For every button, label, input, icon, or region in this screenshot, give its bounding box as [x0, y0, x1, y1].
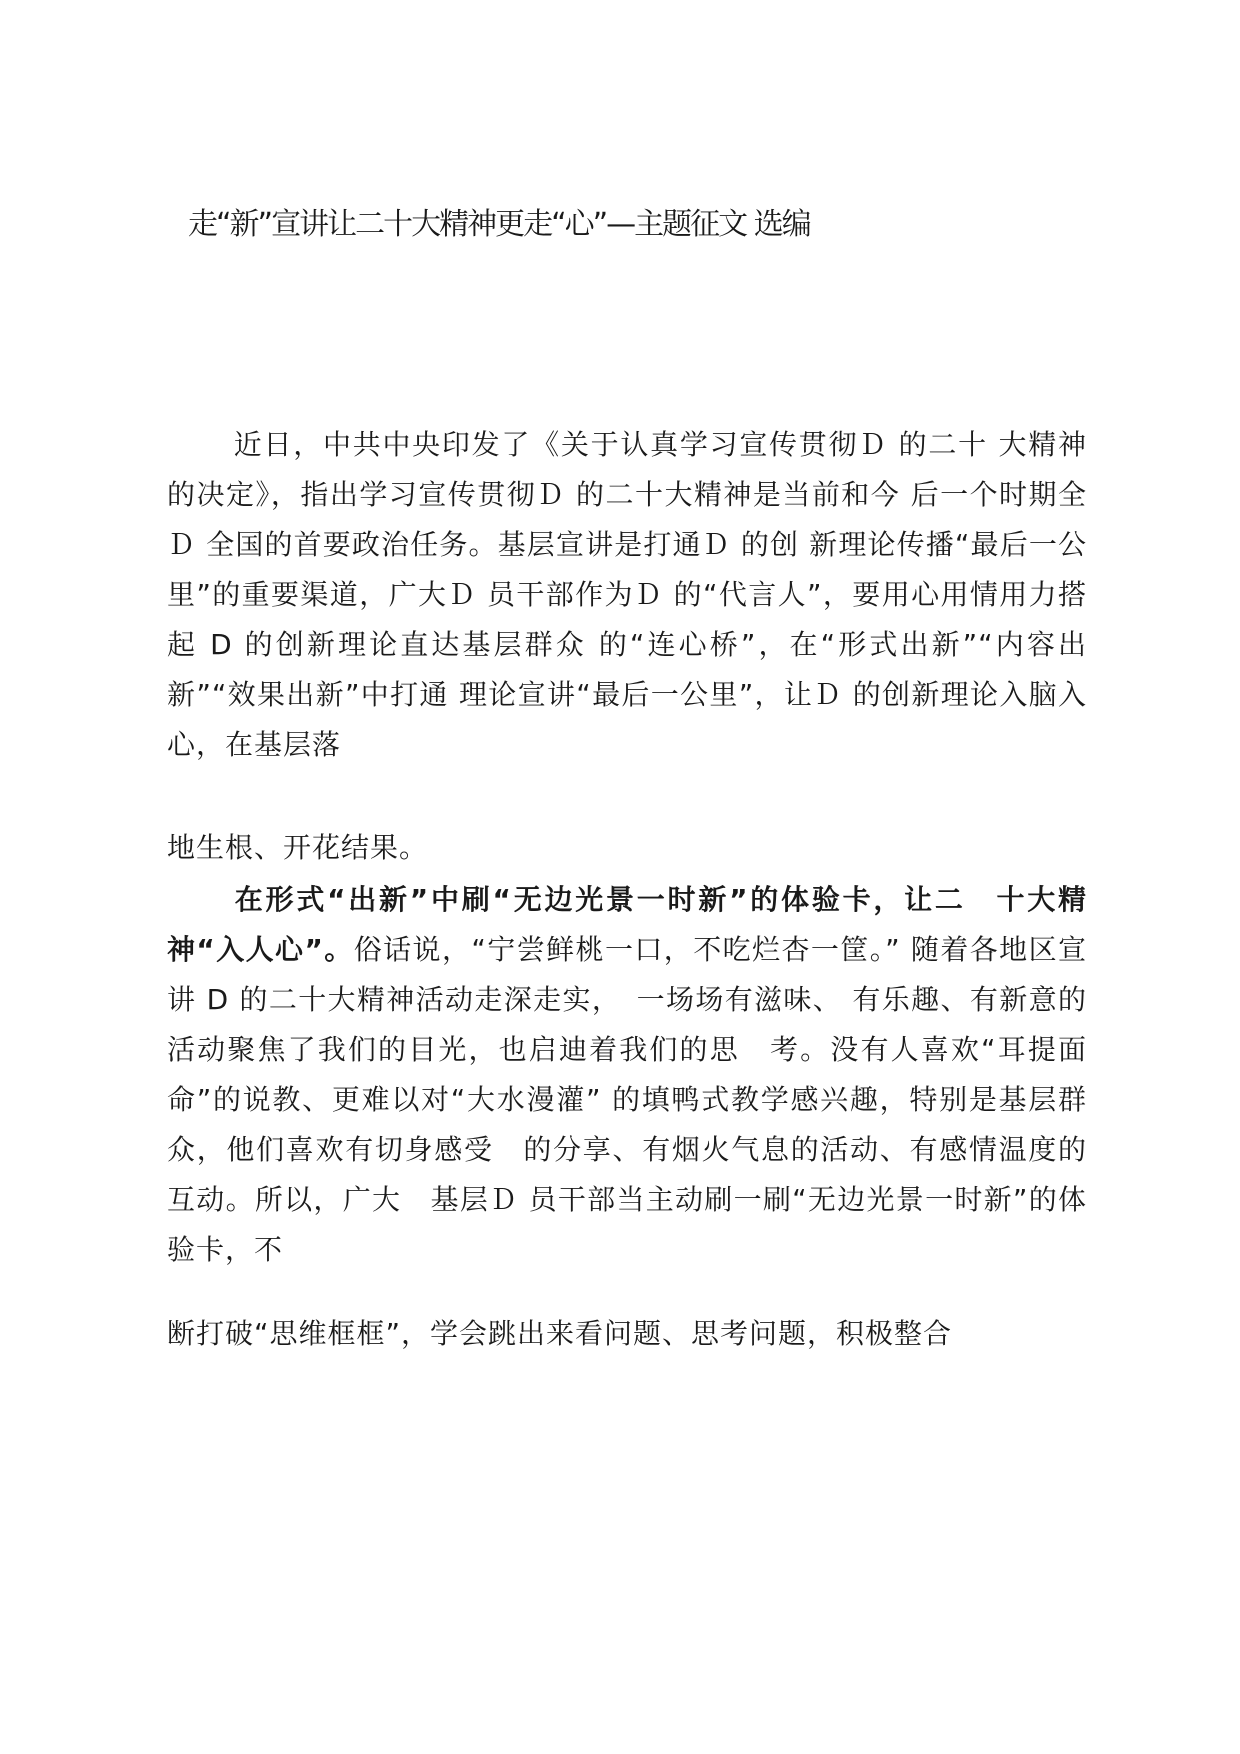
paragraph-section-one-text: 俗话说，“宁尝鲜桃一口，不吃烂杏一筐。” 随着各地区宣讲 D 的二十大精神活动走深走实， 一场场有滋味、 有乐趣、有新意的活动聚焦了我们的目光，也启迪着我们的思 考。没有人喜欢“耳提面命”的说教、更难以对“大水漫灌” 的填鸭式教学感兴趣，特别是基层群众，他们喜欢有切身感受 的分享、有烟火气息的活动、有感情温度的互动。所以，广大 基层Ｄ 员干部当主动刷一刷“无边光景一时新”的体验卡，不: [167, 933, 1087, 1266]
paragraph-section-one: [167, 875, 1087, 1275]
paragraph-section-one-continued-text: 断打破“思维框框”，学会跳出来看问题、思考问题，积极整合: [167, 1317, 953, 1350]
paragraph-intro-continued-text: 地生根、开花结果。: [167, 831, 429, 864]
document-title: 走“新”宣讲让二十大精神更走“心”—主题征文 选编: [188, 207, 810, 242]
paragraph-intro-text: 近日，中共中央印发了《关于认真学习宣传贯彻Ｄ 的二十 大精神的决定》，指出学习宣传贯彻Ｄ 的二十大精神是当前和今 后一个时期全Ｄ 全国的首要政治任务。基层宣讲是打通Ｄ 的创 新理论传播“最后一公里”的重要渠道，广大Ｄ 员干部作为Ｄ 的“代言人”，要用心用情用力搭起 D 的创新理论直达基层群众 的“连心桥”，在“形式出新”“内容出新”“效果出新”中打通 理论宣讲“最后一公里”，让Ｄ 的创新理论入脑入心，在基层落: [167, 428, 1087, 761]
paragraph-section-one-continued: [167, 1309, 1087, 1359]
paragraph-intro: [167, 420, 1087, 770]
paragraph-intro-continued: [167, 823, 1087, 873]
section-heading: 在形式“出新”中刷“无边光景一时新”的体验卡，让二 十大精神“入人心”。: [167, 883, 1087, 966]
